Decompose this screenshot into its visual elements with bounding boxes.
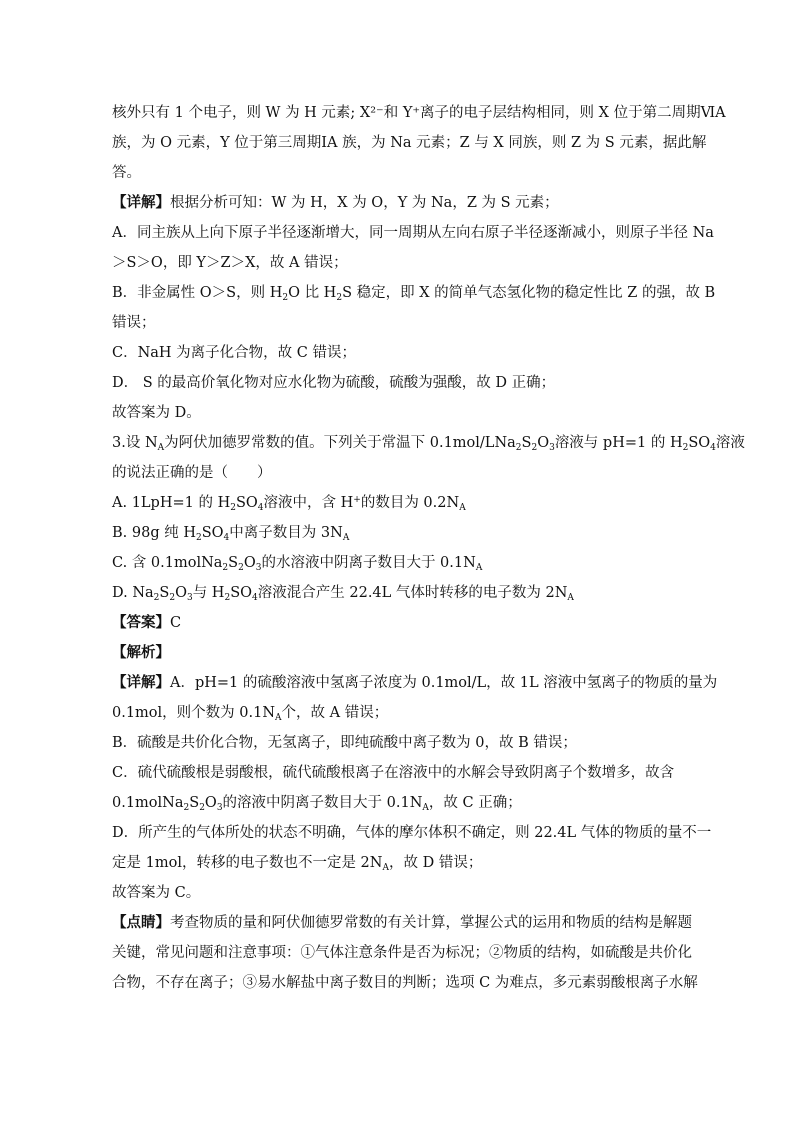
- detail-text: 根据分析可知：W 为 H，X 为 O，Y 为 Na，Z 为 S 元素；: [170, 195, 559, 211]
- detail-tag: 【详解】: [112, 674, 170, 691]
- note-section: 合物，不存在离子；③易水解盐中离子数目的判断；选项 C 为难点，多元素弱酸根离子水解: [112, 975, 698, 991]
- option-b-line: 错误；: [112, 315, 156, 331]
- text-line: 族，为 O 元素，Y 位于第三周期ⅠA 族，为 Na 元素；Z 与 X 同族，则 Z 为 S 元素，据此解: [112, 135, 707, 151]
- choice-a: A. 1LpH=1 的 $H_2SO_4$溶液中，含 H+的数目为 $0.2N_A$: [112, 495, 466, 513]
- choice-d: D. $Na_2S_2O_3$与 $H_2SO_4$溶液混合产生 22.4L 气体时转移的电子数为 $2N_A$: [112, 585, 574, 603]
- explanation-b: B．硫酸是共价化合物，无氢离子，即纯硫酸中离子数为 0，故 B 错误；: [112, 735, 577, 751]
- detail-tag: 【详解】: [112, 194, 170, 211]
- analysis-section: [112, 638, 682, 668]
- note-section: 关键，常见问题和注意事项：①气体注意条件是否为标况；②物质的结构，如硫酸是共价化: [112, 945, 692, 961]
- explanation-d: 定是 1mol，转移的电子数也不一定是 $2N_A$，故 D 错误；: [112, 855, 483, 873]
- analysis-tag: 【解析】: [112, 644, 170, 661]
- note-tag: 【点睛】: [112, 914, 170, 931]
- choice-b: B. 98g 纯 $H_2SO_4$中离子数目为 $3N_A$: [112, 525, 350, 543]
- question-3-stem: 的说法正确的是（ ）: [112, 465, 272, 481]
- option-a-line: ＞S＞O，即 Y＞Z＞X，故 A 错误；: [112, 255, 348, 271]
- text-line: 核外只有 1 个电子，则 W 为 H 元素; X²⁻和 Y⁺离子的电子层结构相同，则 X 位于第二周期ⅥA: [112, 105, 726, 121]
- question-3-stem: 3.设 $N_A$为阿伏加德罗常数的值。下列关于常温下 $0.1mol/LNa_2S_2O_3$溶液与 pH=1 的 $H_2SO_4$溶液: [112, 435, 745, 453]
- option-b-line: B．非金属性 O＞S，则 $H_2O$ 比 $H_2S$ 稳定，即 X 的简单气态氢化物的稳定性比 Z 的强，故 B: [112, 285, 716, 303]
- answer-section: [112, 608, 682, 638]
- document-page: [112, 98, 745, 998]
- answer-line: 故答案为 C。: [112, 885, 201, 901]
- answer-text: C: [170, 615, 182, 631]
- explanation-d: D．所产生的气体所处的状态不明确，气体的摩尔体积不确定，则 22.4L 气体的物质的量不一: [112, 825, 712, 841]
- answer-tag: 【答案】: [112, 614, 170, 631]
- explanation-a: 0.1mol，则个数为 $0.1N_A$个，故 A 错误；: [112, 705, 389, 723]
- explanation-c: $0.1molNa_2S_2O_3$的溶液中阴离子数目大于 $0.1N_A$，故 C 正确；: [112, 795, 522, 813]
- answer-line: 故答案为 D。: [112, 405, 201, 421]
- text-line: 答。: [112, 165, 141, 181]
- option-a-line: A．同主族从上向下原子半径逐渐增大，同一周期从左向右原子半径逐渐减小，则原子半径 Na: [112, 225, 714, 241]
- option-c-line: C．NaH 为离子化合物，故 C 错误；: [112, 345, 356, 361]
- option-d-line: D． S 的最高价氧化物对应水化物为硫酸，硫酸为强酸，故 D 正确；: [112, 375, 556, 391]
- detail-line: [112, 188, 682, 218]
- note-section: 【点睛】考查物质的量和阿伏伽德罗常数的有关计算，掌握公式的运用和物质的结构是解题: [112, 914, 692, 931]
- explanation-c: C．硫代硫酸根是弱酸根，硫代硫酸根离子在溶液中的水解会导致阴离子个数增多，故含: [112, 765, 675, 781]
- choice-c: C. 含 $0.1molNa_2S_2O_3$的水溶液中阴离子数目大于 $0.1N_A$: [112, 555, 483, 573]
- explanation-a: 【详解】A．pH=1 的硫酸溶液中氢离子浓度为 0.1mol/L，故 1L 溶液中氢离子的物质的量为: [112, 674, 718, 691]
